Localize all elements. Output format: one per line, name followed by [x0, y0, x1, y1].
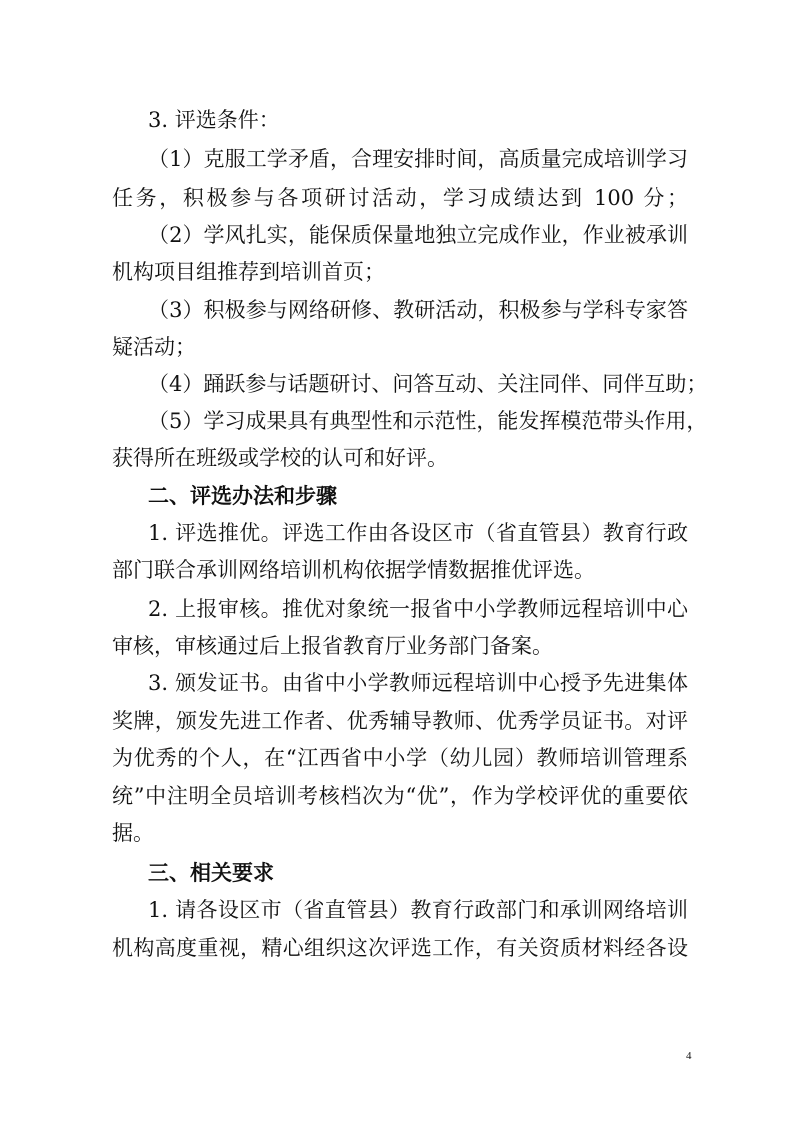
criteria-heading: 3. 评选条件： [148, 108, 280, 132]
body-line: 疑活动； [112, 335, 196, 359]
body-line: 获得所在班级或学校的认可和好评。 [112, 446, 448, 470]
body-line: 1. 请各设区市（省直管县）教育行政部门和承训网络培训 [148, 898, 688, 922]
body-line: 审核，审核通过后上报省教育厅业务部门备案。 [112, 634, 553, 658]
body-line: （3）积极参与网络研修、教研活动，积极参与学科专家答 [148, 298, 688, 322]
section-heading: 三、相关要求 [148, 861, 274, 885]
body-line: 机构高度重视，精心组织这次评选工作，有关资质材料经各设 [112, 936, 688, 960]
body-line: （2）学风扎实，能保质保量地独立完成作业，作业被承训 [148, 223, 688, 247]
body-line: 1. 评选推优。评选工作由各设区市（省直管县）教育行政 [148, 521, 688, 545]
body-line: 2. 上报审核。推优对象统一报省中小学教师远程培训中心 [148, 597, 688, 621]
body-line: 奖牌，颁发先进工作者、优秀辅导教师、优秀学员证书。对评 [112, 709, 688, 733]
page-number: 4 [686, 1050, 692, 1062]
body-line: 统”中注明全员培训考核档次为“优”，作为学校评优的重要依 [112, 784, 688, 808]
body-line: 部门联合承训网络培训机构依据学情数据推优评选。 [112, 558, 595, 582]
section-heading: 二、评选办法和步骤 [148, 484, 337, 508]
body-line: （4）踊跃参与话题研讨、问答互动、关注同伴、同伴互助； [148, 372, 708, 396]
body-line: 据。 [112, 821, 154, 845]
body-line: （1）克服工学矛盾，合理安排时间，高质量完成培训学习 [148, 147, 688, 171]
body-line: （5）学习成果具有典型性和示范性，能发挥模范带头作用， [148, 409, 708, 433]
body-line: 为优秀的个人，在“江西省中小学（幼儿园）教师培训管理系 [112, 746, 688, 770]
body-line: 任务，积极参与各项研讨活动，学习成绩达到 100 分； [112, 186, 688, 210]
body-line: 3. 颁发证书。由省中小学教师远程培训中心授予先进集体 [148, 671, 688, 695]
body-line: 机构项目组推荐到培训首页； [112, 260, 385, 284]
